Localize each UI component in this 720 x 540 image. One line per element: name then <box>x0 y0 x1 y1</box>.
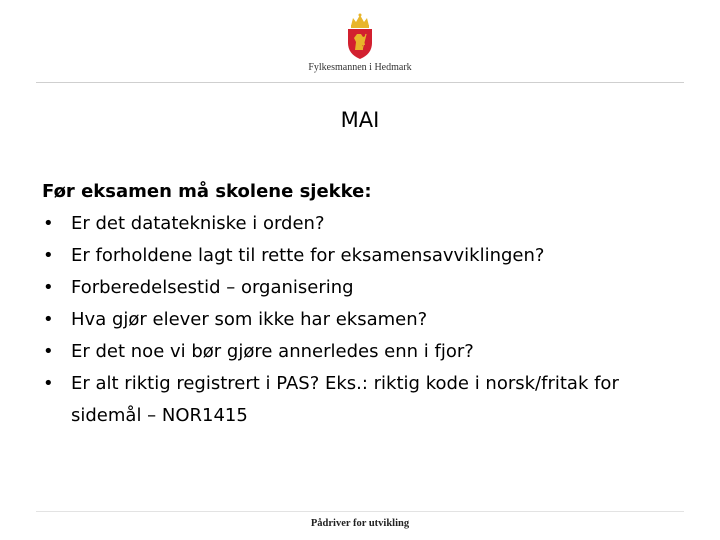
list-item <box>42 240 682 272</box>
list-item <box>42 272 682 304</box>
footer-divider <box>36 511 684 512</box>
lead-heading: Før eksamen må skolene sjekke: <box>42 181 372 202</box>
list-item-text: Er det noe vi bør gjøre annerledes enn i fjor? <box>71 341 474 362</box>
header-divider <box>36 82 684 83</box>
list-item <box>42 208 682 240</box>
list-item <box>42 368 682 432</box>
bullet-icon: • <box>43 373 54 394</box>
bullet-icon: • <box>43 277 54 298</box>
bullet-icon: • <box>43 245 54 266</box>
list-item <box>42 304 682 336</box>
list-item-text: Er forholdene lagt til rette for eksamensavviklingen? <box>71 245 545 266</box>
bullet-icon: • <box>43 341 54 362</box>
list-item <box>42 336 682 368</box>
list-item-text: Forberedelsestid – organisering <box>71 277 354 298</box>
list-item-text: Er det datatekniske i orden? <box>71 213 325 234</box>
list-item-text: Hva gjør elever som ikke har eksamen? <box>71 309 428 330</box>
slide-title: MAI <box>340 108 380 132</box>
slide-body <box>42 176 682 432</box>
organization-name: Fylkesmannen i Hedmark <box>308 62 412 73</box>
footer-tagline: Pådriver for utvikling <box>310 518 410 529</box>
checklist <box>42 208 682 432</box>
bullet-icon: • <box>43 309 54 330</box>
bullet-icon: • <box>43 213 54 234</box>
norwegian-coat-of-arms-icon <box>342 12 378 60</box>
list-item-text: Er alt riktig registrert i PAS? Eks.: riktig kode i norsk/fritak for sidemål – NOR1415 <box>71 373 619 426</box>
